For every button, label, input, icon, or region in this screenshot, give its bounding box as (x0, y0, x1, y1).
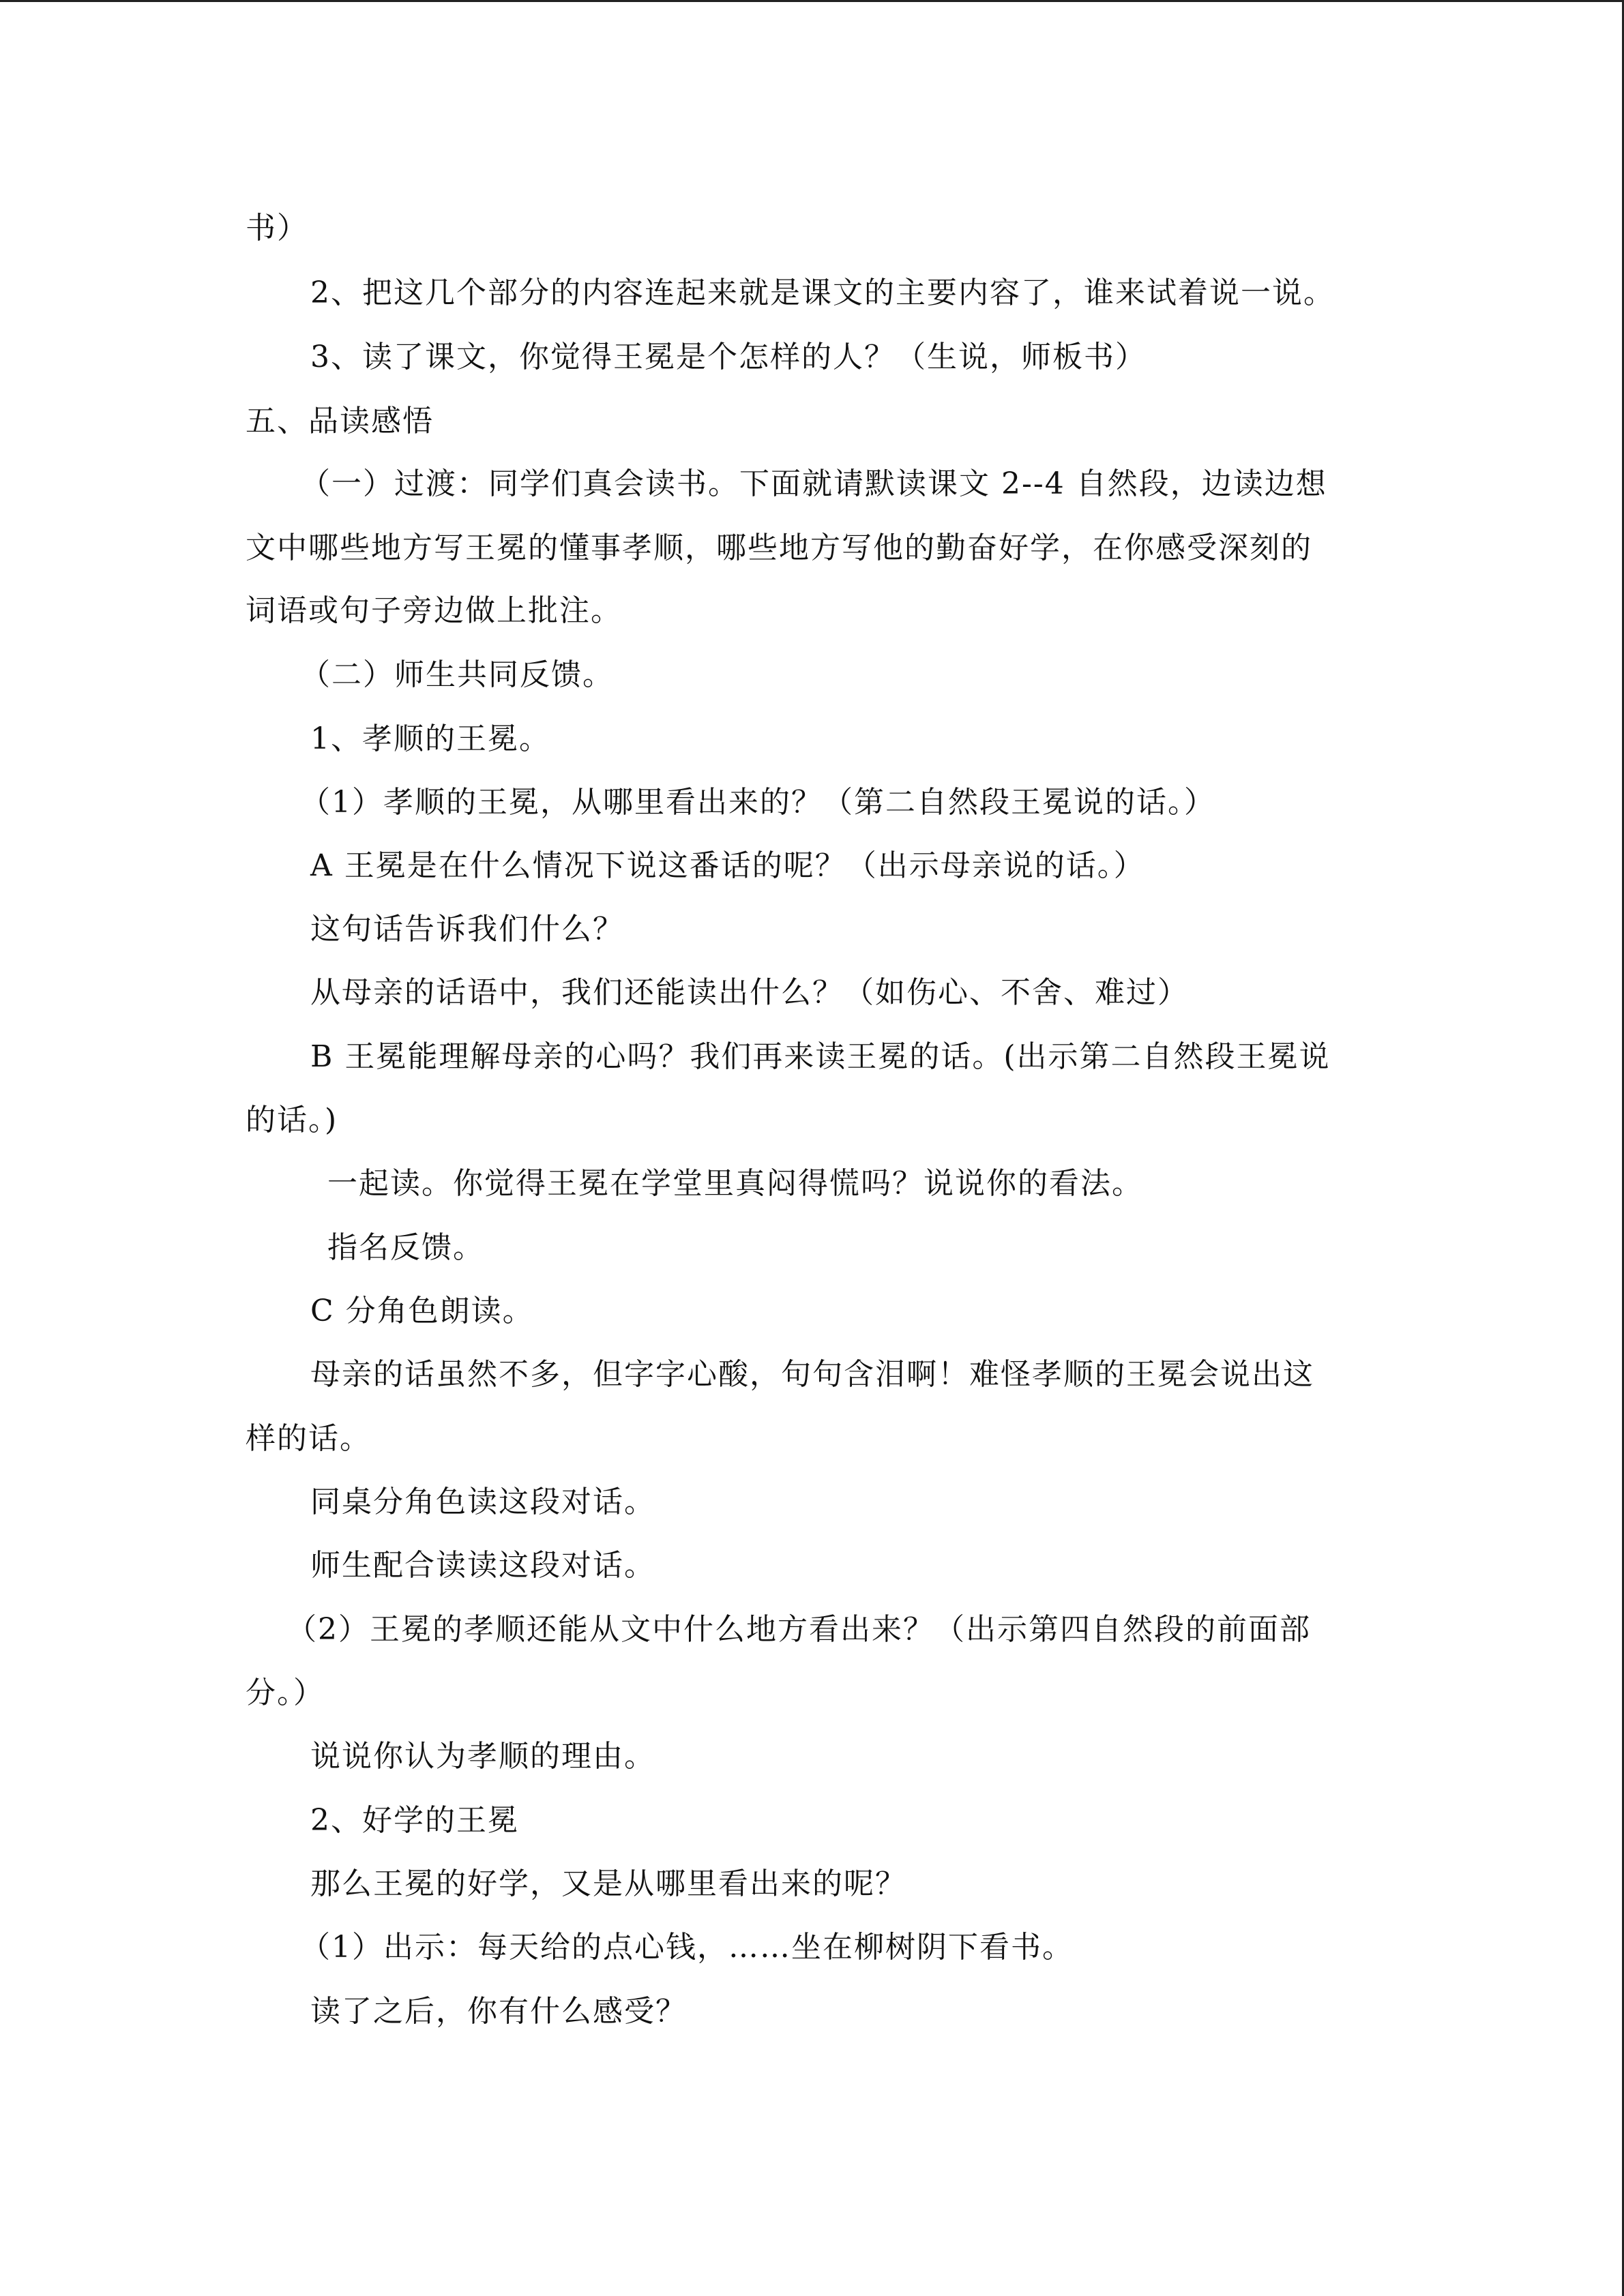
text-line: 这句话告诉我们什么？ (310, 912, 624, 946)
text-line: （2）王冕的孝顺还能从文中什么地方看出来？（出示第四自然段的前面部 (286, 1612, 1311, 1647)
text-line: 文中哪些地方写王冕的懂事孝顺，哪些地方写他的勤奋好学，在你感受深刻的 (246, 531, 1312, 565)
text-line: （一）过渡：同学们真会读书。下面就请默读课文 2--4 自然段，边读边想 (300, 466, 1327, 501)
text-line: 1、孝顺的王冕。 (310, 721, 550, 756)
text-line: 母亲的话虽然不多，但字字心酸，句句含泪啊！难怪孝顺的王冕会说出这 (310, 1357, 1314, 1392)
text-line: C 分角色朗读。 (310, 1294, 534, 1328)
text-line: 那么王冕的好学，又是从哪里看出来的呢？ (310, 1866, 906, 1901)
text-line: 书） (246, 211, 308, 245)
text-line: 指名反馈。 (327, 1230, 484, 1265)
text-line: 2、把这几个部分的内容连起来就是课文的主要内容了，谁来试着说一说。 (310, 275, 1335, 310)
text-line: 词语或句子旁边做上批注。 (246, 593, 622, 628)
text-line: 分。） (246, 1675, 325, 1710)
text-line: 从母亲的话语中，我们还能读出什么？（如伤心、不舍、难过） (310, 975, 1189, 1010)
text-line: 的话。) (246, 1103, 338, 1137)
text-line: 说说你认为孝顺的理由。 (310, 1739, 655, 1774)
text-line: 2、好学的王冕 (310, 1803, 519, 1838)
text-line: B 王冕能理解母亲的心吗？我们再来读王冕的话。(出示第二自然段王冕说 (310, 1039, 1331, 1074)
text-line: 3、读了课文，你觉得王冕是个怎样的人？（生说，师板书） (310, 340, 1147, 374)
text-line: （二）师生共同反馈。 (300, 657, 614, 692)
text-line: 读了之后，你有什么感受？ (310, 1994, 687, 2029)
text-line: 样的话。 (246, 1421, 371, 1456)
page-top-border (0, 0, 1624, 2)
text-line: 同桌分角色读这段对话。 (310, 1485, 655, 1519)
text-line: A 王冕是在什么情况下说这番话的呢？（出示母亲说的话。） (310, 848, 1145, 883)
text-line: （1）出示：每天给的点心钱，……坐在柳树阴下看书。 (300, 1930, 1074, 1965)
text-line: 一起读。你觉得王冕在学堂里真闷得慌吗？说说你的看法。 (327, 1166, 1143, 1201)
text-line: 师生配合读读这段对话。 (310, 1548, 655, 1583)
section-heading: 五、品读感悟 (246, 404, 434, 438)
text-line: （1）孝顺的王冕，从哪里看出来的？（第二自然段王冕说的话。） (300, 785, 1215, 820)
